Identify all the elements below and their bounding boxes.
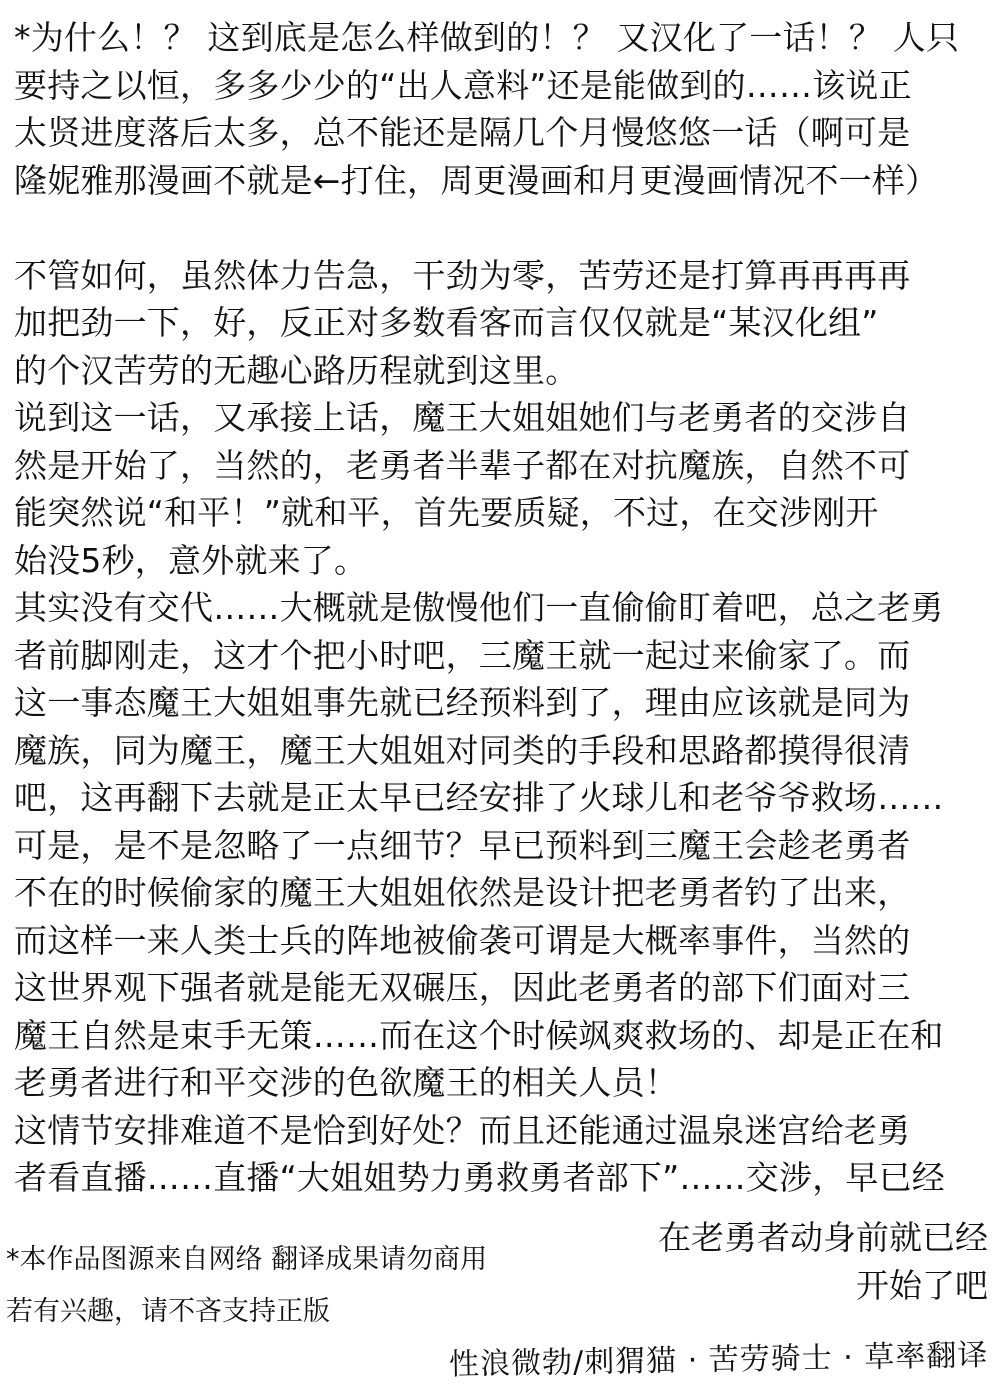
text-line: 魔王自然是束手无策……而在这个时候飒爽救场的、却是正在和 bbox=[14, 1015, 944, 1055]
text-line: 不在的时候偷家的魔王大姐姐依然是设计把老勇者钓了出来， bbox=[14, 873, 911, 912]
text-line: 的个汉苦劳的无趣心路历程就到这里。 bbox=[14, 350, 579, 390]
text-line: 者前脚刚走，这才个把小时吧，三魔王就一起过来偷家了。而 bbox=[14, 635, 911, 675]
text-line: 可是，是不是忽略了一点细节？早已预料到三魔王会趁老勇者 bbox=[14, 825, 911, 865]
tail-text-line: 开始了吧 bbox=[856, 1266, 988, 1305]
text-line: 这一事态魔王大姐姐事先就已经预料到了，理由应该就是同为 bbox=[14, 683, 911, 722]
copyright-note: *本作品图源来自网络 翻译成果请勿商用 bbox=[6, 1244, 488, 1275]
text-line: *为什么！？ 这到底是怎么样做到的！？ 又汉化了一话！？ 人只 bbox=[14, 18, 960, 57]
text-line: 然是开始了，当然的，老勇者半辈子都在对抗魔族，自然不可 bbox=[14, 445, 911, 485]
text-line: 加把劲一下，好，反正对多数看客而言仅仅就是“某汉化组” bbox=[14, 303, 879, 342]
text-line: 隆妮雅那漫画不就是←打住，周更漫画和月更漫画情况不一样） bbox=[14, 160, 939, 200]
text-line: 始没5秒，意外就来了。 bbox=[14, 540, 368, 580]
text-line: 吧，这再翻下去就是正太早已经安排了火球儿和老爷爷救场…… bbox=[14, 778, 944, 817]
text-line: 这情节安排难道不是恰到好处？而且还能通过温泉迷宫给老勇 bbox=[14, 1110, 911, 1150]
text-line: 太贤进度落后太多，总不能还是隔几个月慢悠悠一话（啊可是 bbox=[14, 113, 911, 152]
text-line: 而这样一来人类士兵的阵地被偷袭可谓是大概率事件，当然的 bbox=[14, 920, 911, 960]
translator-credits: 性浪微勃/刺猬猫 · 苦劳骑士 · 草率翻译 bbox=[448, 1338, 989, 1383]
text-line: 这世界观下强者就是能无双碾压，因此老勇者的部下们面对三 bbox=[14, 968, 911, 1007]
text-line: 能突然说“和平！”就和平，首先要质疑，不过，在交涉刚开 bbox=[14, 493, 879, 532]
text-line: 魔族，同为魔王，魔王大姐姐对同类的手段和思路都摸得很清 bbox=[14, 730, 911, 770]
text-line: 其实没有交代……大概就是傲慢他们一直偷偷盯着吧，总之老勇 bbox=[14, 588, 944, 627]
text-line: 要持之以恒，多多少少的“出人意料”还是能做到的……该说正 bbox=[14, 65, 912, 105]
support-note: 若有兴趣，请不吝支持正版 bbox=[6, 1296, 330, 1327]
text-line: 者看直播……直播“大姐姐势力勇救勇者部下”……交涉，早已经 bbox=[14, 1158, 945, 1197]
text-line: 老勇者进行和平交涉的色欲魔王的相关人员！ bbox=[14, 1063, 678, 1102]
blank-line bbox=[14, 204, 1000, 252]
text-line: 不管如何，虽然体力告急，干劲为零，苦劳还是打算再再再再 bbox=[14, 255, 911, 295]
tail-text-line: 在老勇者动身前就已经 bbox=[658, 1218, 988, 1257]
main-text-block bbox=[14, 14, 1000, 1202]
text-line: 说到这一话，又承接上话，魔王大姐姐她们与老勇者的交涉自 bbox=[14, 398, 911, 437]
